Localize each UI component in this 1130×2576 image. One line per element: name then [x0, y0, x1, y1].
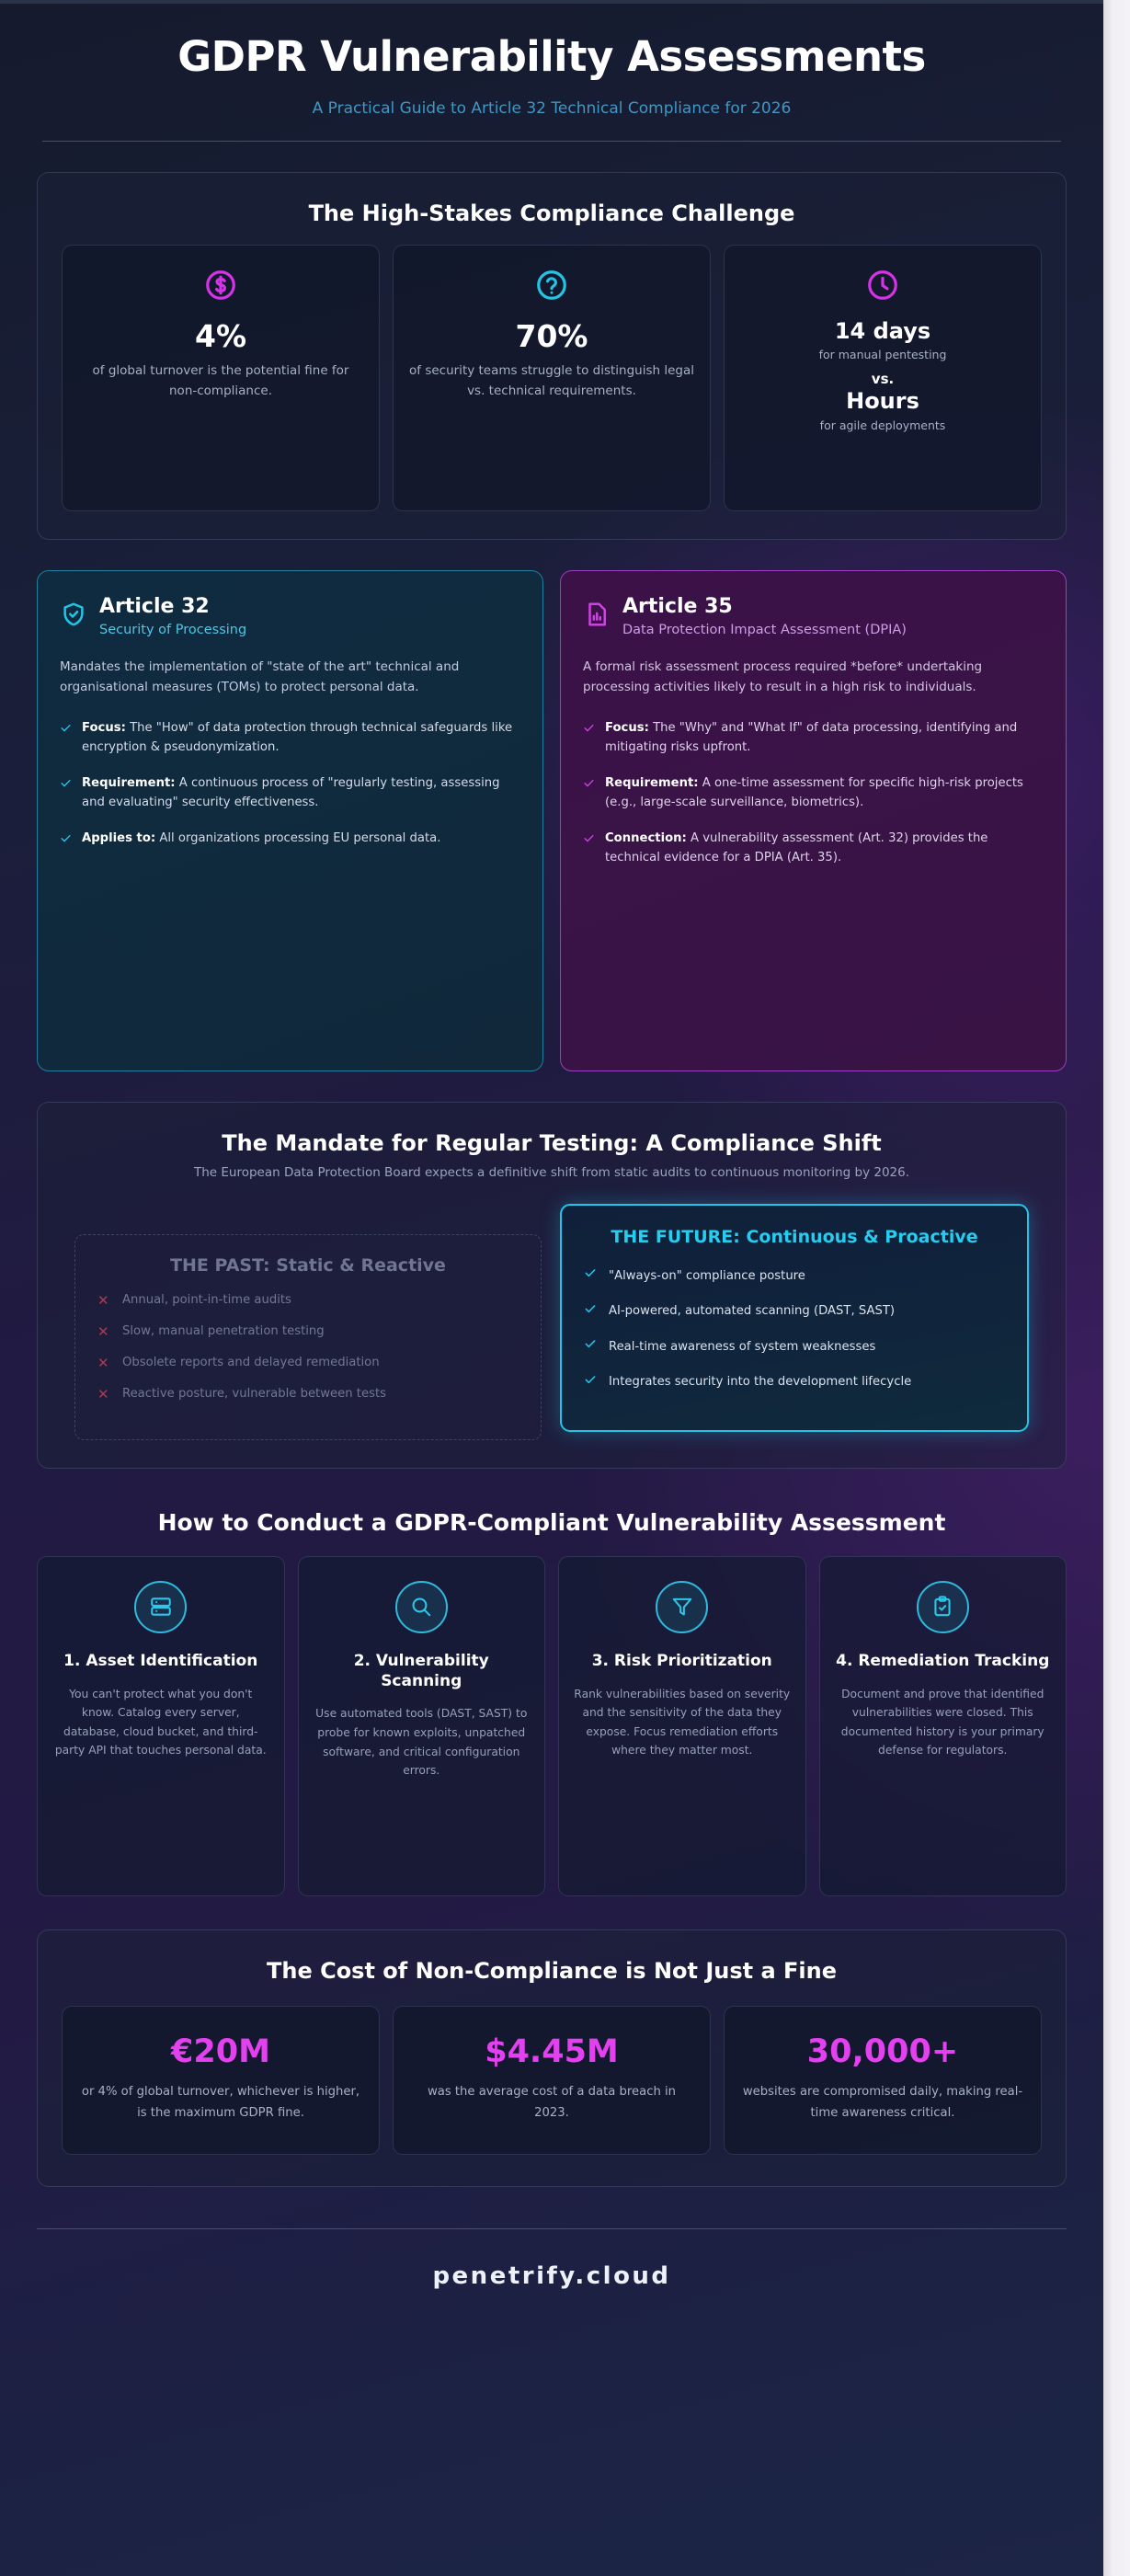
articles-row — [37, 570, 1067, 1071]
cost-description: websites are compromised daily, making real-time awareness critical. — [742, 2085, 1023, 2120]
check-icon — [584, 1373, 597, 1392]
step-title: 3. Risk Prioritization — [591, 1651, 772, 1670]
cost-box-fine — [62, 2006, 380, 2155]
step-description: Use automated tools (DAST, SAST) to probe for known exploits, unpatched software, and critical configuration errors. — [315, 1707, 528, 1778]
list-item — [97, 1323, 519, 1340]
list-item — [60, 829, 520, 851]
question-circle-icon — [408, 268, 695, 304]
cost-description: was the average cost of a data breach in 2023. — [427, 2085, 677, 2120]
cost-title: The Cost of Non-Compliance is Not Just a Fine — [266, 1957, 838, 1984]
list-item — [583, 829, 1044, 868]
article-32-card — [37, 570, 543, 1071]
bullet-label: Focus: — [605, 721, 649, 736]
stat-description: for manual pentesting — [818, 348, 947, 362]
list-item-label: Obsolete reports and delayed remediation — [122, 1356, 380, 1370]
step-description: Rank vulnerabilities based on severity and the sensitivity of the data they expose. Focus remediation efforts where they matter most. — [574, 1687, 791, 1757]
article-35-bullets — [583, 718, 1044, 867]
stat-card-speed — [724, 245, 1042, 511]
list-item — [97, 1355, 519, 1371]
list-item — [583, 773, 1044, 813]
article-32-subtitle: Security of Processing — [99, 623, 247, 638]
list-item — [584, 1337, 1005, 1357]
bullet-text: A continuous process of "regularly testing, assessing and evaluating" security effectiveness. — [82, 775, 500, 810]
file-chart-icon — [583, 595, 611, 632]
page-footer — [37, 2228, 1067, 2336]
article-35-body: A formal risk assessment process required *before* undertaking processing activities likely to result in a high risk to individuals. — [583, 658, 983, 695]
article-32-body: Mandates the implementation of "state of the art" technical and organisational measures (TOMs) to protect personal data. — [60, 658, 460, 695]
check-icon — [584, 1266, 597, 1286]
cost-value: €20M — [171, 2032, 270, 2070]
close-icon: ✕ — [97, 1385, 109, 1402]
challenge-title: The High-Stakes Compliance Challenge — [308, 200, 795, 226]
list-item — [584, 1266, 1005, 1286]
bullet-text: The "How" of data protection through technical safeguards like encryption & pseudonymization. — [82, 721, 513, 755]
list-item — [584, 1373, 1005, 1392]
check-icon — [60, 829, 72, 851]
stat-separator-label: vs. — [871, 371, 895, 388]
filter-icon — [656, 1581, 708, 1633]
step-card-asset-identification — [37, 1556, 285, 1896]
check-icon — [583, 773, 595, 796]
page-scrollbar[interactable] — [1103, 0, 1130, 2576]
cost-value: $4.45M — [485, 2032, 619, 2070]
shield-check-icon — [60, 595, 87, 632]
bullet-label: Requirement: — [82, 775, 176, 790]
list-item — [97, 1292, 519, 1309]
stat-card-fine — [62, 245, 380, 511]
page-subtitle: A Practical Guide to Article 32 Technical Compliance for 2026 — [312, 98, 792, 118]
future-list — [584, 1266, 1005, 1392]
cost-box-websites — [724, 2006, 1042, 2155]
dollar-circle-icon — [77, 268, 364, 304]
stat-description-secondary: for agile deployments — [819, 418, 946, 432]
server-icon — [134, 1581, 187, 1633]
future-panel — [560, 1204, 1029, 1433]
bullet-label: Connection: — [605, 830, 687, 845]
cost-description: or 4% of global turnover, whichever is higher, is the maximum GDPR fine. — [81, 2085, 360, 2120]
stat-description: of global turnover is the potential fine for non-compliance. — [92, 362, 349, 398]
article-32-title: Article 32 — [99, 594, 210, 618]
list-item-label: Annual, point-in-time audits — [122, 1293, 291, 1308]
close-icon: ✕ — [97, 1291, 109, 1309]
mandate-subtitle: The European Data Protection Board expects a definitive shift from static audits to continuous monitoring by 2026. — [193, 1164, 910, 1180]
list-item-label: Reactive posture, vulnerable between tests — [122, 1387, 386, 1402]
check-icon — [60, 718, 72, 740]
cost-section — [37, 1929, 1067, 2187]
check-icon — [584, 1337, 597, 1357]
list-item-label: AI-powered, automated scanning (DAST, SAST) — [609, 1304, 896, 1319]
check-icon — [60, 773, 72, 796]
step-description: Document and prove that identified vulnerabilities were closed. This documented history is your primary defense for regulators. — [840, 1687, 1044, 1757]
process-steps-row — [37, 1556, 1067, 1896]
article-32-bullets — [60, 718, 520, 851]
bullet-text: All organizations processing EU personal data. — [155, 830, 441, 845]
step-card-remediation-tracking — [819, 1556, 1067, 1896]
article-35-card — [560, 570, 1067, 1071]
mandate-title: The Mandate for Regular Testing: A Compliance Shift — [222, 1129, 882, 1156]
bullet-text: A vulnerability assessment (Art. 32) provides the technical evidence for a DPIA (Art. 35). — [605, 830, 988, 864]
article-35-subtitle: Data Protection Impact Assessment (DPIA) — [622, 623, 907, 638]
bullet-label: Focus: — [82, 721, 126, 736]
step-card-risk-prioritization — [558, 1556, 806, 1896]
stat-value-secondary: Hours — [846, 388, 919, 415]
step-title: 2. Vulnerability Scanning — [353, 1651, 489, 1690]
bullet-text: The "Why" and "What If" of data processing, identifying and mitigating risks upfront. — [605, 721, 1018, 755]
article-35-header — [583, 595, 1044, 640]
header-divider — [42, 141, 1061, 142]
cost-box-breach — [393, 2006, 711, 2155]
list-item — [60, 773, 520, 813]
list-item — [584, 1302, 1005, 1322]
challenge-stat-row — [62, 245, 1042, 511]
stat-card-confusion — [393, 245, 711, 511]
past-title: THE PAST: Static & Reactive — [170, 1254, 446, 1276]
list-item — [97, 1386, 519, 1402]
process-title: How to Conduct a GDPR-Compliant Vulnerability Assessment — [157, 1508, 946, 1536]
bullet-label: Applies to: — [82, 830, 156, 845]
stat-description: of security teams struggle to distinguish legal vs. technical requirements. — [409, 362, 694, 398]
page-header — [0, 0, 1103, 142]
step-title: 1. Asset Identification — [63, 1651, 258, 1670]
close-icon: ✕ — [97, 1354, 109, 1371]
check-icon — [583, 829, 595, 851]
close-icon: ✕ — [97, 1322, 109, 1340]
stat-value: 4% — [194, 317, 247, 354]
article-35-title: Article 35 — [622, 594, 733, 618]
clock-icon — [739, 268, 1026, 304]
mandate-section — [37, 1102, 1067, 1469]
list-item-label: Slow, manual penetration testing — [122, 1324, 325, 1339]
list-item — [583, 718, 1044, 758]
clipboard-check-icon — [917, 1581, 969, 1633]
step-title: 4. Remediation Tracking — [836, 1651, 1050, 1670]
past-list — [97, 1292, 519, 1402]
future-title: THE FUTURE: Continuous & Proactive — [611, 1226, 978, 1247]
stat-value: 14 days — [834, 317, 931, 344]
cost-row — [62, 2006, 1042, 2155]
bullet-text: A one-time assessment for specific high-risk projects (e.g., large-scale surveillance, biometrics). — [605, 775, 1023, 810]
search-icon — [395, 1581, 448, 1633]
check-icon — [584, 1302, 597, 1322]
challenge-section — [37, 172, 1067, 540]
brand-name: penetrify.cloud — [432, 2261, 671, 2290]
cost-value: 30,000+ — [806, 2032, 959, 2070]
list-item — [60, 718, 520, 758]
stat-value: 70% — [515, 317, 588, 354]
step-card-vulnerability-scanning — [298, 1556, 546, 1896]
check-icon — [583, 718, 595, 740]
article-32-header — [60, 595, 520, 640]
step-description: You can't protect what you don't know. Catalog every server, database, cloud bucket, and third-party API that touches personal data. — [54, 1687, 267, 1757]
list-item-label: "Always-on" compliance posture — [609, 1268, 805, 1283]
past-panel — [74, 1234, 542, 1440]
page-title: GDPR Vulnerability Assessments — [177, 32, 926, 81]
list-item-label: Integrates security into the development lifecycle — [609, 1375, 912, 1390]
list-item-label: Real-time awareness of system weaknesses — [609, 1339, 876, 1354]
bullet-label: Requirement: — [605, 775, 699, 790]
shift-comparison-row — [62, 1204, 1042, 1440]
